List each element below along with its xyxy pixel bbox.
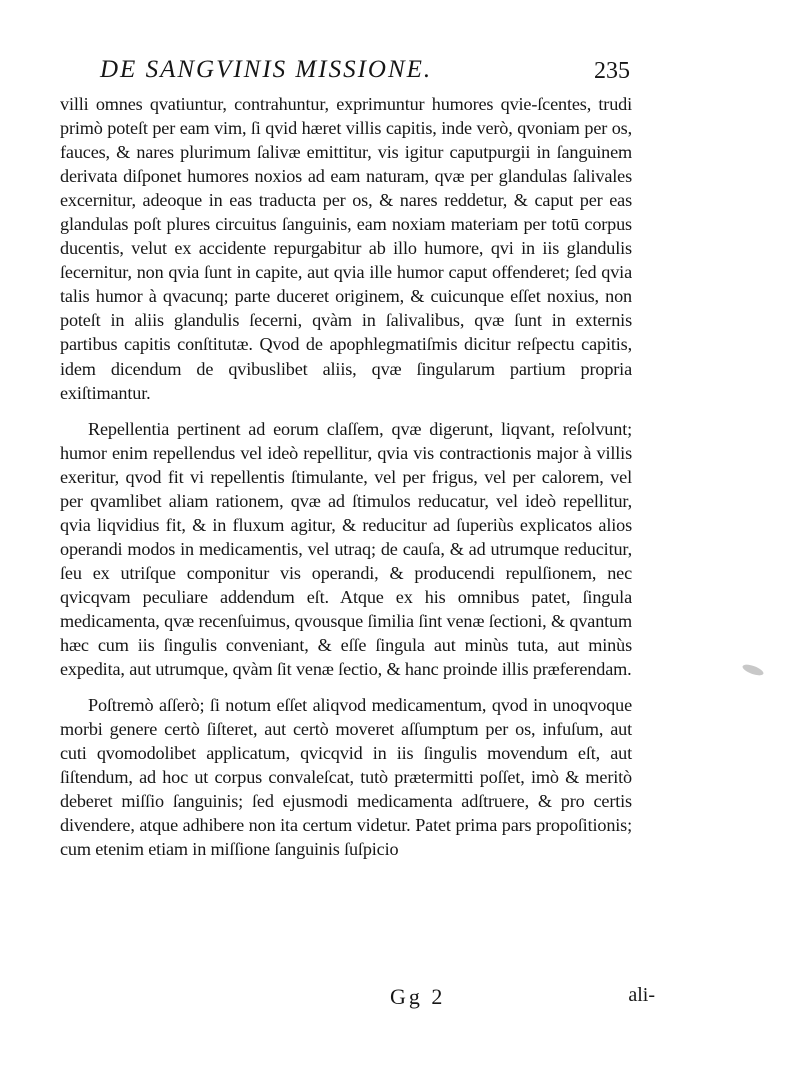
page-number: 235 [594, 58, 630, 84]
running-title: DE SANGVINIS MISSIONE. [100, 56, 433, 83]
ink-blot [741, 662, 764, 677]
paragraph-repellentia: Repellentia pertinent ad eorum claſſem, qvæ digerunt, liqvant, reſolvunt; humor enim repellendus vel ideò repellitur, qvia vis contractionis major à villis exeritur, qvod fit vi repellentis ſtimulante, vel per frigus, vel per calorem, vel per qvamlibet aliam rationem, qvæ ad ſtimulos reducatur, vel ideò repellitur, qvia liqvidius fit, & in fluxum agitur, & reducitur ad ſuperiùs explicatos alios operandi modos in medicamentis, vel utraq; de cauſa, & ad utrumque reducitur, ſeu ex utriſque componitur vis operandi, & producendi repulſionem, nec qvicqvam peculiare addendum eſt. Atque ex his omnibus patet, ſingula medicamenta, qvæ recenſuimus, qvousque ſimilia ſint venæ ſectioni, & qvantum hæc cum iis ſingulis conveniant, & eſſe ſingula aut minùs tuta, aut minùs expedita, aut utrumque, qvàm ſit venæ ſectio, & hanc proinde illis præferendam. [60, 418, 632, 680]
paragraph-postremo: Poſtremò aſſerò; ſi notum eſſet aliqvod medicamentum, qvod in unoqvoque morbi genere certò ſiſteret, aut certò moveret aſſumptum per os, infuſum, aut cuti qvomodolibet applicatum, qvicqvid in iis ſingulis movendum eſt, aut ſiſtendum, ad hoc ut corpus convaleſcat, tutò prætermitti poſſet, imò & meritò deberet miſſio ſanguinis; ſed ejusmodi medicamenta adſtruere, & pro certis divendere, atque adhibere non ita certum videtur. Patet prima pars propoſitionis; cum etenim etiam in miſſione ſanguinis ſuſpicio [60, 695, 632, 860]
body-text [60, 92, 632, 861]
page-header [100, 56, 630, 96]
paragraph-continuation: villi omnes qvatiuntur, contrahuntur, exprimuntur humores qvie-ſcentes, trudi primò poteſt per eam vim, ſi qvid hæret villis capitis, inde verò, qvoniam per os, fauces, & nares plurimum ſalivæ emittitur, vis igitur caputpurgii in ſanguinem derivata diſponet humores noxios ad eam naturam, qvæ per glandulas ſalivales excernitur, adeoque in eas traducta per os, & nares reddetur, & caput per eas glandulas poſt plures circuitus ſanguinis, eam noxiam materiam per totū corpus ducentis, velut ex accidente repurgabitur ab illo humore, qvi in iis glandulis ſecernitur, non qvia ſunt in capite, aut qvia ille humor caput offenderet; ſed qvia talis humor à qvacunq; parte duceret originem, & cuicunque eſſet noxius, non poteſt in aliis glandulis ſecerni, qvàm in ſalivalibus, qvæ ſunt in externis partibus capitis conſtitutæ. Qvod de apophlegmatiſmis dicitur reſpectu capitis, idem dicendum de qvibuslibet aliis, qvæ ſingularum partium propria exiſtimantur. [60, 94, 632, 403]
catchword: ali- [628, 984, 655, 1006]
signature-mark: Gg 2 [390, 984, 446, 1009]
page-footer [60, 984, 655, 1014]
